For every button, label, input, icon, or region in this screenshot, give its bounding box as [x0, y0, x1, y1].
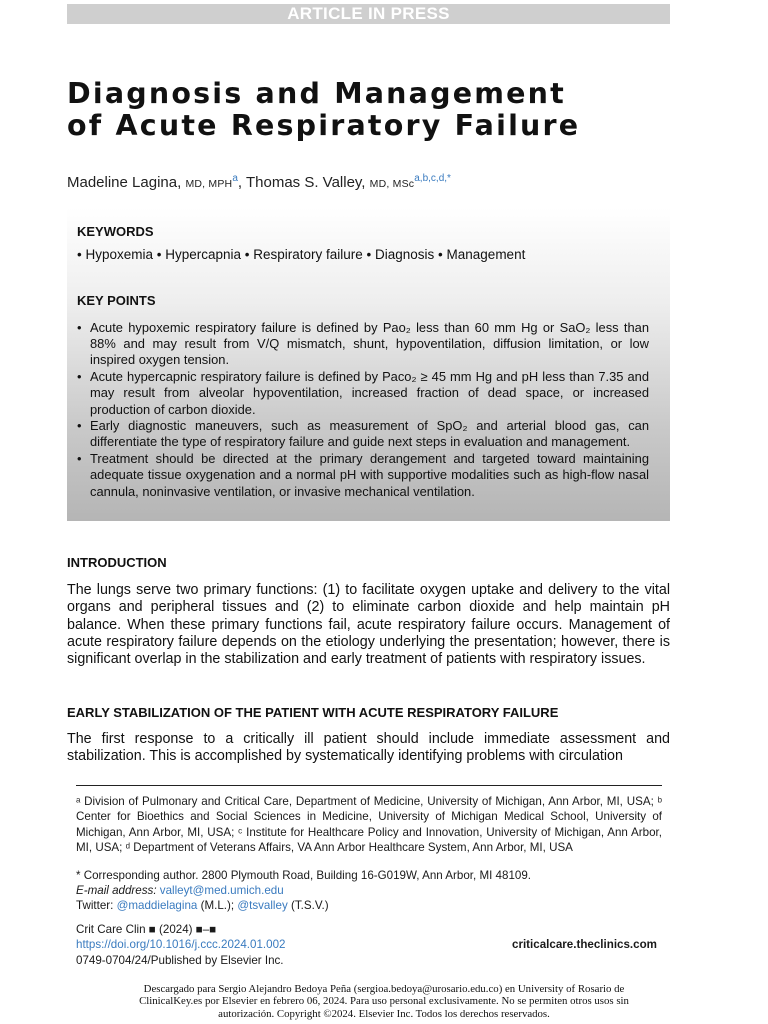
key-points-list	[77, 320, 649, 500]
keywords-list: • Hypoxemia • Hypercapnia • Respiratory failure • Diagnosis • Management	[77, 247, 526, 262]
author-line	[67, 173, 707, 191]
keywords-heading: KEYWORDS	[77, 224, 154, 239]
title-line-1: Diagnosis and Management	[67, 77, 566, 110]
corresponding-author: * Corresponding author. 2800 Plymouth Road, Building 16-G019W, Ann Arbor, MI 48109.	[76, 869, 532, 882]
key-point-item: • Treatment should be directed at the primary derangement and targeted toward maintaining adequate tissue oxygenation and a normal pH with supportive modalities such as high-flow nasal cannula, noninvasive ventilation, or invasive mechanical ventilation.	[77, 451, 649, 500]
key-point-item: • Acute hypoxemic respiratory failure is defined by Pao₂ less than 60 mm Hg or SaO₂ less than 88% and may result from V/Q mismatch, shunt, hypoventilation, diffusion limitation, or low inspired oxygen tension.	[77, 320, 649, 369]
author-1-name: Madeline Lagina,	[67, 174, 182, 191]
twitter-link-valley[interactable]: @tsvalley	[237, 899, 288, 912]
key-points-heading: KEY POINTS	[77, 293, 156, 308]
twitter-label: Twitter:	[76, 899, 114, 912]
title-line-2: of Acute Respiratory Failure	[67, 109, 581, 142]
author-separator: ,	[237, 174, 243, 191]
author-2-name: Thomas S. Valley,	[245, 174, 366, 191]
article-title	[67, 78, 707, 142]
journal-info	[76, 922, 285, 968]
article-in-press-banner: ARTICLE IN PRESS	[67, 4, 670, 24]
twitter-link-lagina[interactable]: @maddielagina	[116, 899, 198, 912]
keywords-keypoints-box	[67, 208, 670, 521]
early-stabilization-heading: EARLY STABILIZATION OF THE PATIENT WITH ACUTE RESPIRATORY FAILURE	[67, 705, 559, 720]
twitter-initials-valley: (T.S.V.)	[291, 899, 329, 912]
email-label: E-mail address:	[76, 884, 157, 897]
doi-link[interactable]: https://doi.org/10.1016/j.ccc.2024.01.002	[76, 938, 286, 952]
journal-citation: Crit Care Clin ■ (2024) ■–■	[76, 923, 217, 936]
introduction-heading: INTRODUCTION	[67, 555, 167, 570]
journal-website[interactable]: criticalcare.theclinics.com	[512, 938, 657, 951]
author-1-degrees: MD, MPH	[185, 178, 233, 190]
early-stabilization-paragraph: The first response to a critically ill patient should include immediate assessment and stabilization. This is accomplished by systematically identifying problems with circulation	[67, 731, 670, 765]
twitter-initials-lagina: (M.L.);	[200, 899, 235, 912]
affiliations-footnote: ᵃ Division of Pulmonary and Critical Care, Department of Medicine, University of Michigan, Ann Arbor, MI, USA; ᵇ Center for Bioethics and Social Sciences in Medicine, University of Michigan Medical School, University of Michigan, Ann Arbor, MI, USA; ᶜ Institute for Healthcare Policy and Innovation, University of Michigan, Ann Arbor, MI, USA; ᵈ Department of Veterans Affairs, VA Ann Arbor Healthcare System, Ann Arbor, MI, USA	[76, 795, 662, 854]
key-point-item: • Acute hypercapnic respiratory failure is defined by Paco₂ ≥ 45 mm Hg and pH less than 7.35 and may result from alveolar hypoventilation, increased fraction of dead space, or increased production of carbon dioxide.	[77, 369, 649, 418]
key-point-item: • Early diagnostic maneuvers, such as measurement of SpO₂ and arterial blood gas, can differentiate the type of respiratory failure and guide next steps in evaluation and management.	[77, 418, 649, 450]
author-1-affiliation-marker[interactable]: a	[232, 173, 238, 184]
email-line	[76, 883, 662, 898]
footnote-divider	[76, 785, 662, 786]
email-link[interactable]: valleyt@med.umich.edu	[159, 884, 284, 897]
issn-publisher: 0749-0704/24/Published by Elsevier Inc.	[76, 953, 284, 967]
author-2-degrees: MD, MSc	[369, 178, 415, 190]
twitter-line	[76, 898, 662, 913]
author-2-affiliation-marker[interactable]: a,b,c,d,*	[414, 173, 451, 184]
introduction-paragraph: The lungs serve two primary functions: (1) to facilitate oxygen uptake and delivery to the vital organs and peripheral tissues and (2) to eliminate carbon dioxide and help maintain pH balance. When these primary functions fail, acute respiratory failure occurs. Management of acute respiratory failure depends on the etiology underlying the presentation; however, there is significant overlap in the stabilization and early treatment of patients with respiratory issues.	[67, 582, 670, 668]
download-notice: Descargado para Sergio Alejandro Bedoya Peña (sergioa.bedoya@urosario.edu.co) en University of Rosario de ClinicalKey.es por Elsevier en febrero 06, 2024. Para uso personal exclusivamente. No se permiten otros usos sin autorización. Copyright ©2024. Elsevier Inc. Todos los derechos reservados.	[139, 983, 629, 1020]
